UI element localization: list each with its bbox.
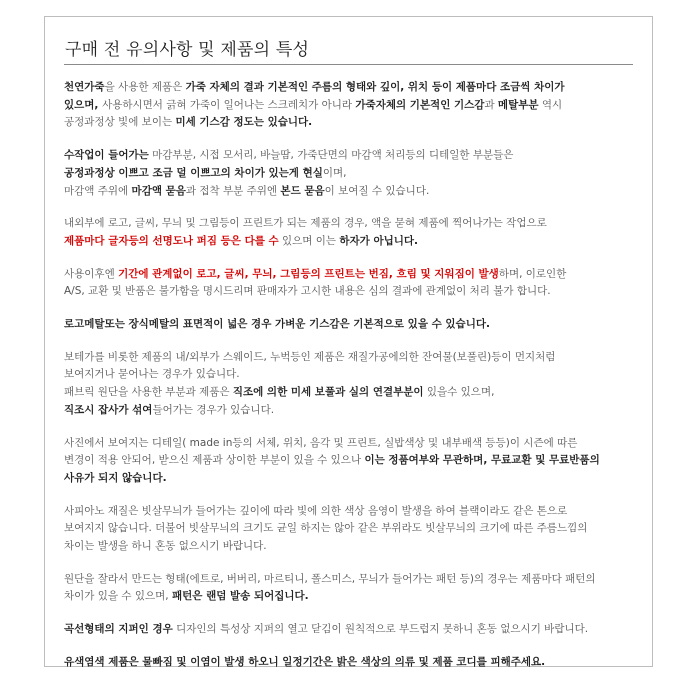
notice-line	[64, 402, 634, 420]
emphasis-text: 유색염색 제품은 물빠짐 및 이염이 발생 하오니 일정기간은 밝은 색상의 의류 및 제품 코디를 피해주세요.	[64, 655, 546, 668]
emphasis-text: 패턴은 랜덤 발송 되어집니다.	[171, 590, 309, 603]
emphasis-text: 메탈부분	[497, 98, 539, 111]
body-text: 변경이 적용 안되어, 받으신 제품과 상이한 부분이 있을 수 있으나	[64, 454, 365, 467]
emphasis-text: 하자가 아닙니다.	[339, 234, 419, 247]
notice-paragraph	[64, 147, 634, 200]
body-text: 디자인의 특성상 지퍼의 열고 닫김이 원칙적으로 부드럽지 못하니 혼동 없으시기 바랍니다.	[172, 623, 589, 636]
emphasis-text: 있으며,	[64, 98, 103, 111]
notice-frame	[44, 16, 653, 667]
emphasis-text: 천연가죽	[64, 81, 105, 93]
notice-line	[64, 165, 634, 183]
notice-paragraph	[64, 215, 634, 250]
notice-line	[64, 266, 634, 284]
warning-text: 기간에 관계없이 로고, 글씨, 무늬, 그림등의 프린트는 번짐, 흐림 및 지워짐이 발생	[118, 267, 499, 280]
body-text: 과 접착 부분 주위엔	[185, 184, 281, 197]
body-text: 역시	[538, 98, 563, 111]
notice-paragraph	[64, 503, 634, 556]
notice-line	[64, 538, 634, 556]
body-text: 을 사용한 제품은	[104, 81, 186, 93]
notice-line	[64, 316, 634, 334]
body-text: 보테가를 비롯한 제품의 내/외부가 스웨이드, 누벅등인 제품은 재질가공에의한 잔여물(보풀린)등이 먼지처럼	[64, 350, 556, 363]
body-text: 차이는 발생을 하니 혼동 없으시기 바랍니다.	[64, 540, 267, 553]
notice-line	[64, 470, 634, 488]
body-text: 보여지거나 묻어나는 경우가 있습니다.	[64, 368, 240, 381]
body-text: 있으며 이는	[278, 234, 340, 247]
notice-line	[64, 233, 634, 251]
notice-line	[64, 520, 634, 538]
emphasis-text: 직조시 잡사가 섞여	[64, 403, 153, 416]
body-text: 사용하시면서 긁혀 가죽이 일어나는 스크레치가 아니라	[102, 98, 356, 111]
notice-line	[64, 147, 634, 165]
body-text: 이 보여질 수 있습니다.	[324, 184, 430, 197]
warning-text: 제품마다 글자등의 선명도나 퍼짐 등은 다를 수	[64, 234, 279, 247]
emphasis-text: 가죽자체의 기본적인 기스감	[355, 98, 485, 111]
body-text: A/S, 교환 및 반품은 불가함을 명시드리며 판매자가 고시한 내용은 심의 결과에 관계없이 처리 불가 합니다.	[64, 285, 551, 298]
page-title: 구매 전 유의사항 및 제품의 특성	[65, 40, 310, 60]
emphasis-text: 본드 묻음	[280, 184, 325, 197]
notice-line	[64, 503, 634, 521]
body-text: 원단을 잘라서 만드는 형태(에트로, 버버리, 마르티니, 폴스미스, 무늬가 들어가는 패턴 등)의 경우는 제품마다 패턴의	[64, 572, 596, 585]
notice-paragraph	[64, 349, 634, 420]
notice-line	[64, 384, 634, 402]
notice-paragraph	[64, 266, 634, 301]
body-text: 내외부에 로고, 글씨, 무늬 및 그림등이 프린트가 되는 제품의 경우, 액을 묻혀 제품에 찍어나가는 작업으로	[64, 217, 547, 230]
body-text: 패브릭 원단을 사용한 부분과 제품은	[64, 386, 233, 399]
notice-paragraph	[64, 571, 634, 606]
emphasis-text: 미세 기스감 정도는 있습니다.	[175, 116, 313, 129]
emphasis-text: 수작업이 들어가는	[64, 149, 149, 162]
notice-line	[64, 349, 634, 367]
body-text: 공정과정상 빛에 보이는	[64, 116, 176, 129]
body-text: 사진에서 보여지는 디테일( made in등의 서체, 위치, 음각 및 프린트, 실밥색상 및 내부배색 등등)이 시즌에 따른	[64, 436, 578, 449]
emphasis-text: 마감액 묻음	[131, 184, 186, 197]
notice-paragraph	[64, 316, 634, 334]
notice-line	[64, 435, 634, 453]
body-text: 보여지지 않습니다. 더불어 빗살무늬의 크기도 균일 하지는 않아 같은 부위라도 빗살무늬의 크기에 따른 주름느낌의	[64, 522, 588, 535]
notice-paragraph	[64, 79, 634, 132]
body-text: 하며, 이로인한	[498, 267, 567, 280]
body-text: 이며,	[322, 166, 347, 179]
emphasis-text: 공정과정상 이쁘고 조금 덜 이쁘고의 차이가 있는게 현실	[64, 166, 323, 179]
emphasis-text: 이는 정품여부와 무관하며, 무료교환 및 무료반품의	[364, 454, 600, 467]
emphasis-text: 직조에 의한 미세 보풀과 실의 연결부분이	[232, 386, 424, 399]
notice-line	[64, 79, 634, 97]
body-text: 있을수 있으며,	[423, 386, 495, 399]
body-text: 사용이후엔	[64, 267, 119, 280]
notice-body	[64, 79, 634, 687]
notice-line	[64, 97, 634, 115]
title-divider	[64, 64, 633, 65]
notice-paragraph	[64, 621, 634, 639]
notice-line	[64, 654, 634, 672]
notice-line	[64, 621, 634, 639]
body-text: 들어가는 경우가 있습니다.	[152, 403, 275, 416]
notice-line	[64, 215, 634, 233]
emphasis-text: 로고메탈또는 장식메탈의 표면적이 넓은 경우 가벼운 기스감은 기본적으로 있을 수 있습니다.	[64, 318, 490, 331]
notice-line	[64, 452, 634, 470]
emphasis-text: 사유가 되지 않습니다.	[64, 471, 167, 484]
notice-paragraph	[64, 435, 634, 488]
body-text: 사피아노 재질은 빗살무늬가 들어가는 깊이에 따라 빛에 의한 색상 음영이 발생을 하여 블랙이라도 같은 톤으로	[64, 504, 568, 517]
body-text: 과	[484, 98, 498, 111]
body-text: 마감부분, 시접 모서리, 바늘땀, 가죽단면의 마감액 처리등의 디테일한 부분들은	[148, 149, 514, 162]
body-text: 차이가 있을 수 있으며,	[64, 590, 172, 603]
emphasis-text: 곡선형태의 지퍼인 경우	[64, 623, 173, 636]
emphasis-text: 가죽 자체의 결과 기본적인 주름의 형태와 깊이, 위치 등이 제품마다 조금씩 차이가	[185, 81, 565, 93]
body-text: 마감액 주위에	[64, 184, 132, 197]
notice-line	[64, 571, 634, 589]
notice-line	[64, 366, 634, 384]
notice-line	[64, 588, 634, 606]
notice-paragraph	[64, 654, 634, 672]
notice-line	[64, 183, 634, 201]
notice-line	[64, 114, 634, 132]
notice-line	[64, 283, 634, 301]
